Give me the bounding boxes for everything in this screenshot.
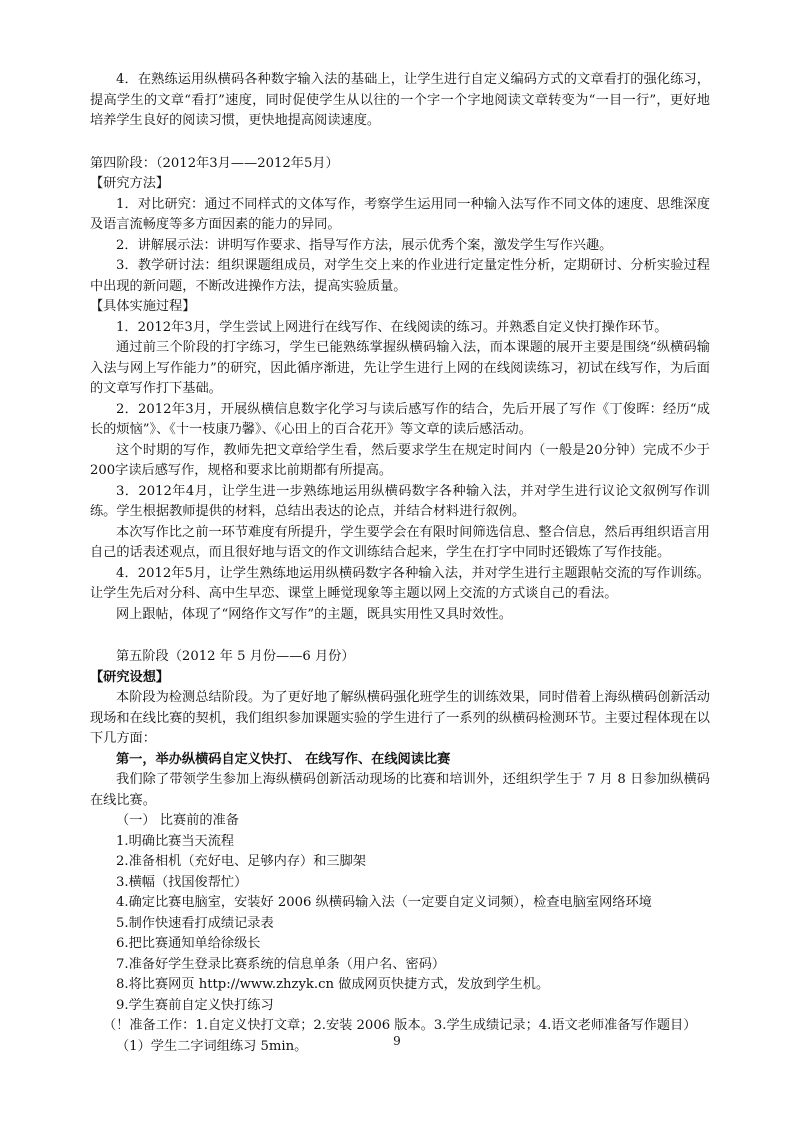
- prep-item: 8.将比赛网页 http://www.zhzyk.cn 做成网页快捷方式，发放到学生机。: [116, 977, 550, 992]
- stage4-process-3: 2．2012年3月，开展纵横信息数字化学习与读后感写作的结合，先后开展了写作《丁俊晖：经历“成长的烦恼”》、《十一枝康乃馨》、《心田上的百合花开》等文章的读后感活动。: [90, 401, 710, 437]
- prep-item: 6.把比赛通知单给徐级长: [116, 936, 261, 951]
- stage4-methods-heading: 【研究方法】: [90, 176, 170, 191]
- prep-item: 7.准备好学生登录比赛系统的信息单条（用户名、密码）: [116, 956, 446, 972]
- prep-item: （1）学生二字词组练习 5min。: [116, 1038, 308, 1054]
- stage5-idea: 本阶段为检测总结阶段。为了更好地了解纵横码强化班学生的训练效果，同时借着上海纵横码创新活动现场和在线比赛的契机，我们组织参加课题实验的学生进行了一系列的纵横码检测环节。主要过程体现在以下几方面：: [90, 690, 710, 746]
- stage4-process-6: 本次写作比之前一环节难度有所提升，学生要学会在有限时间筛选信息、整合信息，然后再组织语言用自己的话表述观点，而且很好地与语文的作文训练结合起来，学生在打字中同时还锻炼了写作技能。: [90, 524, 710, 560]
- stage4-method-1: 1．对比研究：通过不同样式的文体写作，考察学生运用同一种输入法写作不同文体的速度、思维深度及语言流畅度等多方面因素的能力的异同。: [90, 196, 710, 232]
- stage4-process-5: 3．2012年4月，让学生进一步熟练地运用纵横码数字各种输入法，并对学生进行议论文叙例写作训练。学生根据教师提供的材料，总结出表达的论点，并结合材料进行叙例。: [90, 483, 710, 519]
- prep-item: 9.学生赛前自定义快打练习: [116, 997, 274, 1013]
- prep-item: 3.横幅（找国俊帮忙）: [116, 874, 248, 890]
- stage4-method-3: 3．教学研讨法：组织课题组成员，对学生交上来的作业进行定量定性分析，定期研讨、分析实验过程中出现的新问题，不断改进操作方法，提高实验质量。: [90, 258, 710, 294]
- stage5-idea-heading: 【研究设想】: [90, 669, 170, 685]
- stage4-process-heading: 【具体实施过程】: [90, 299, 196, 314]
- stage5-first-intro: 我们除了带领学生参加上海纵横码创新活动现场的比赛和培训外，还组织学生于 7 月 8 日参加纵横码在线比赛。: [90, 772, 710, 808]
- stage3-item-4: 4．在熟练运用纵横码各种数字输入法的基础上，让学生进行自定义编码方式的文章看打的强化练习，提高学生的文章“看打”速度，同时促使学生从以往的一个字一个字地阅读文章转变为“一目一行”，更好地培养学生良好的阅读习惯，更快地提高阅读速度。: [90, 72, 710, 128]
- stage4-process-1: 1．2012年3月，学生尝试上网进行在线写作、在线阅读的练习。并熟悉自定义快打操作环节。: [116, 319, 668, 335]
- stage4-process-2: 通过前三个阶段的打字练习，学生已能熟练掌握纵横码输入法，而本课题的展开主要是围绕“纵横码输入法与网上写作能力”的研究，因此循序渐进，先让学生进行上网的在线阅读练习，初试在线写作，为后面的文章写作打下基础。: [90, 340, 710, 396]
- stage5-title: 第五阶段（2012 年 5 月份——6 月份）: [116, 649, 355, 664]
- page-number: 9: [393, 1034, 401, 1048]
- prep-item-note: （！准备工作：1.自定义快打文章；2.安装 2006 版本。3.学生成绩记录；4.语文老师准备写作题目）: [103, 1018, 697, 1033]
- prep-item: 5.制作快速看打成绩记录表: [116, 915, 274, 931]
- stage4-process-7: 4．2012年5月，让学生熟练地运用纵横码数字各种输入法，并对学生进行主题跟帖交流的写作训练。让学生先后对分科、高中生早恋、课堂上睡觉现象等主题以网上交流的方式谈自己的看法。: [90, 565, 710, 601]
- stage4-process-8: 网上跟帖，体现了“网络作文写作”的主题，既具实用性又具时效性。: [116, 606, 512, 622]
- stage4-method-2: 2．讲解展示法：讲明写作要求、指导写作方法，展示优秀个案，激发学生写作兴趣。: [116, 237, 613, 253]
- stage4-title: 第四阶段：（2012年3月——2012年5月）: [90, 155, 339, 171]
- prep-heading: （一） 比赛前的准备: [116, 813, 239, 828]
- prep-item: 1.明确比赛当天流程: [116, 833, 235, 849]
- prep-item: 2.准备相机（充好电、足够内存）和三脚架: [116, 854, 366, 869]
- stage5-first-heading: 第一，举办纵横码自定义快打、 在线写作、在线阅读比赛: [116, 751, 451, 767]
- stage4-process-4: 这个时期的写作，教师先把文章给学生看，然后要求学生在规定时间内（一般是20分钟）完成不少于200字读后感写作，规格和要求比前期都有所提高。: [90, 442, 710, 478]
- prep-item: 4.确定比赛电脑室，安装好 2006 纵横码输入法（一定要自定义词频），检查电脑室网络环境: [116, 895, 652, 910]
- document-page: [90, 70, 710, 1057]
